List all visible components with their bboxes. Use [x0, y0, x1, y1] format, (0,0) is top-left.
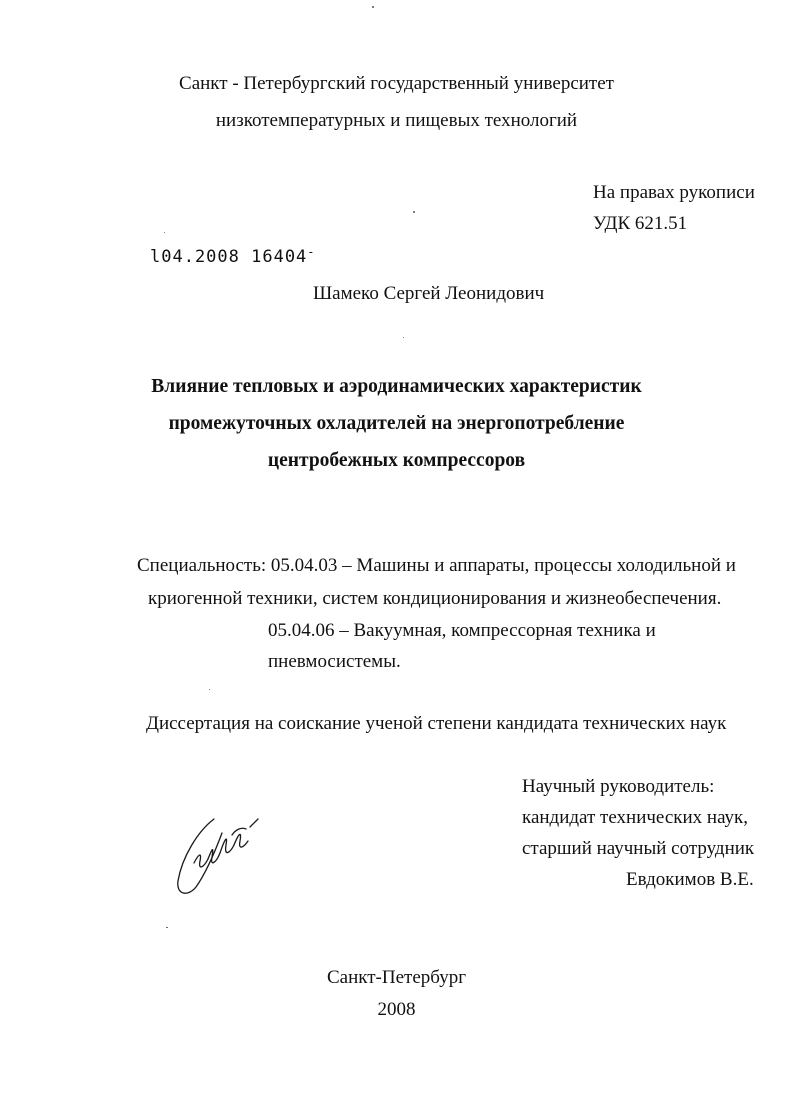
author-signature	[168, 805, 268, 905]
scan-speck	[164, 232, 165, 233]
advisor-name: Евдокимов В.Е.	[626, 869, 754, 890]
dissertation-title-line2: промежуточных охладителей на энергопотребление	[168, 413, 625, 434]
advisor-position: старший научный сотрудник	[522, 838, 755, 859]
scan-speck	[166, 927, 168, 928]
scan-speck	[372, 6, 374, 8]
specialty-line2: криогенной техники, систем кондиционирования и жизнеобеспечения.	[148, 588, 722, 609]
specialty-line4: пневмосистемы.	[268, 651, 401, 672]
year: 2008	[377, 999, 416, 1020]
author-name: Шамеко Сергей Леонидович	[313, 283, 545, 304]
city: Санкт-Петербург	[326, 967, 466, 988]
advisor-degree: кандидат технических наук,	[522, 807, 749, 828]
advisor-heading: Научный руководитель:	[522, 776, 715, 797]
stamp-mark: -	[307, 245, 316, 259]
stamp-number-text: l04.2008 16404	[150, 247, 308, 267]
scan-speck	[413, 211, 415, 213]
dissertation-title-line3: центробежных компрессоров	[267, 450, 526, 471]
specialty-line3: 05.04.06 – Вакуумная, компрессорная техника и	[268, 620, 656, 641]
university-name-line2: низкотемпературных и пищевых технологий	[215, 110, 578, 131]
manuscript-rights-label: На правах рукописи	[593, 182, 755, 203]
udc-code: УДК 621.51	[593, 213, 688, 234]
scan-speck	[403, 337, 404, 338]
specialty-line1: Специальность: 05.04.03 – Машины и аппараты, процессы холодильной и	[137, 555, 736, 576]
university-name-line1: Санкт - Петербургский государственный университет	[179, 73, 614, 94]
scan-speck	[209, 689, 210, 690]
library-stamp-number	[150, 242, 316, 267]
dissertation-title-line1: Влияние тепловых и аэродинамических характеристик	[151, 376, 642, 397]
dissertation-degree-statement: Диссертация на соискание ученой степени кандидата технических наук	[146, 713, 727, 734]
